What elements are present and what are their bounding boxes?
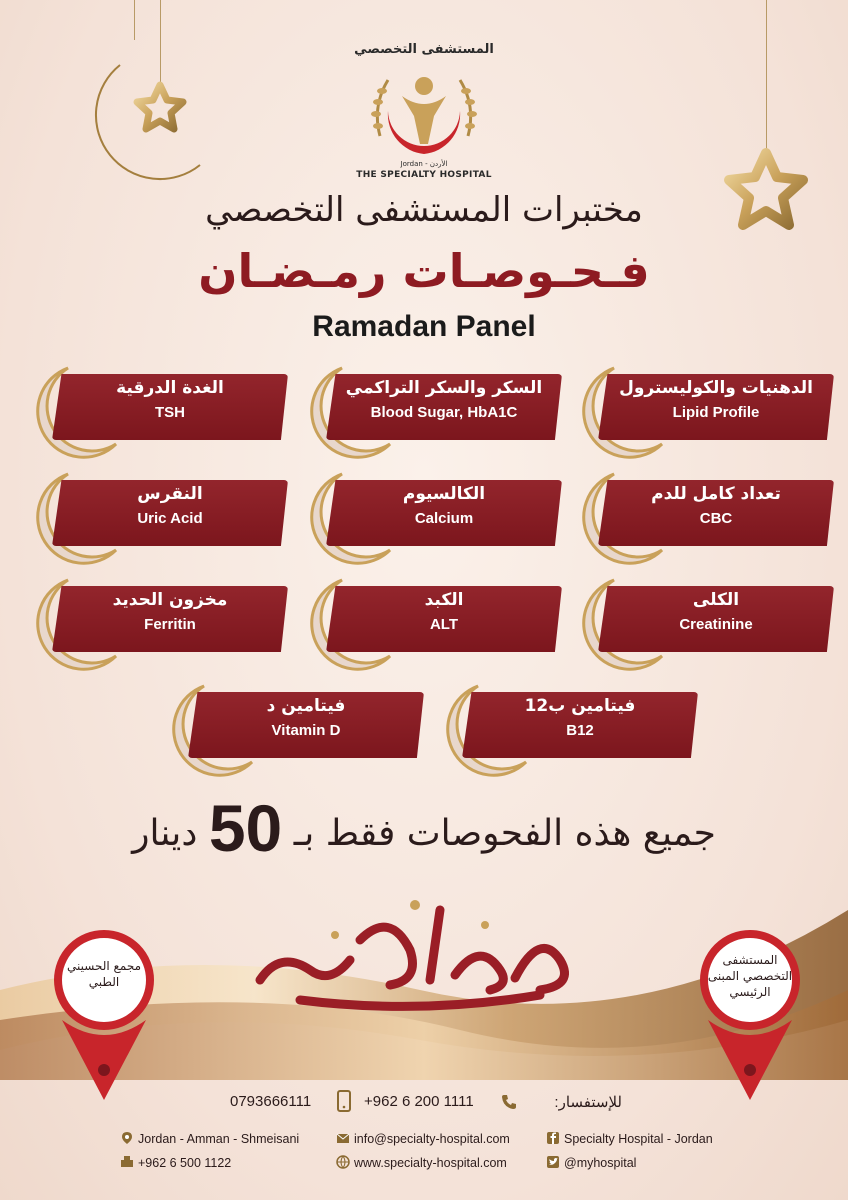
fax-icon <box>120 1155 134 1169</box>
test-name-arabic: الكلى <box>692 590 740 610</box>
test-name-english: Ferritin <box>144 616 196 633</box>
location-pin-main-building[interactable] <box>696 930 806 1130</box>
test-card <box>22 574 292 674</box>
email-icon <box>336 1131 350 1145</box>
test-name-arabic: الدهنيات والكوليسترول <box>619 378 813 398</box>
test-name-arabic: الغدة الدرقية <box>116 378 224 398</box>
website-text: www.specialty-hospital.com <box>354 1156 507 1170</box>
test-name-arabic: فيتامين ب12 <box>524 696 636 716</box>
test-card <box>296 468 566 568</box>
mobile-number[interactable]: 0793666111 <box>230 1093 312 1110</box>
email-row[interactable] <box>336 1131 510 1146</box>
test-card <box>22 468 292 568</box>
map-pin-icon <box>54 990 154 1102</box>
test-card <box>568 468 838 568</box>
website-row[interactable] <box>336 1155 507 1170</box>
test-name-arabic: الكالسيوم <box>402 484 486 504</box>
test-card <box>568 362 838 462</box>
test-name-english: Calcium <box>414 510 474 527</box>
ramadan-panel-title: Ramadan Panel <box>312 310 536 343</box>
test-name-english: Blood Sugar, HbA1C <box>370 404 518 421</box>
address-row <box>120 1131 299 1146</box>
test-name-english: Creatinine <box>679 616 753 633</box>
price-prefix: جميع هذه الفحوصات فقط بـ <box>293 813 716 854</box>
test-card <box>158 680 428 780</box>
twitter-text: @myhospital <box>564 1156 637 1170</box>
location-label: مجمع الحسيني الطبي <box>67 959 141 989</box>
ramadan-kareem-calligraphy <box>240 890 600 1020</box>
test-card <box>296 574 566 674</box>
test-name-arabic: السكر والسكر التراكمي <box>345 378 543 398</box>
price-currency: دينار <box>132 813 198 854</box>
mobile-phone-icon <box>337 1090 351 1112</box>
test-name-arabic: فيتامين د <box>266 696 346 716</box>
facebook-row[interactable] <box>546 1131 713 1146</box>
hospital-emblem-icon <box>362 56 486 172</box>
test-card <box>568 574 838 674</box>
twitter-icon <box>546 1155 560 1169</box>
phone-icon <box>500 1093 518 1111</box>
test-name-english: Lipid Profile <box>672 404 760 421</box>
map-pin-icon <box>700 990 800 1102</box>
facebook-icon <box>546 1131 560 1145</box>
ramadan-tests-title: فـحـوصـات رمـضـان <box>198 244 650 298</box>
test-name-arabic: الكبد <box>424 590 464 610</box>
test-name-arabic: تعداد كامل للدم <box>651 484 781 504</box>
crescent-moon-ornament-icon <box>50 40 210 210</box>
test-card <box>22 362 292 462</box>
test-name-arabic: النقرس <box>137 484 203 504</box>
fax-row <box>120 1155 231 1170</box>
test-name-english: CBC <box>699 510 733 527</box>
inquiry-label: للإستفسار: <box>554 1094 622 1111</box>
price-statement <box>0 790 848 866</box>
globe-icon <box>336 1155 350 1169</box>
address-text: Jordan - Amman - Shmeisani <box>138 1132 300 1146</box>
location-pin-husseini[interactable] <box>50 930 160 1130</box>
facebook-text: Specialty Hospital - Jordan <box>564 1132 713 1146</box>
test-card <box>296 362 566 462</box>
test-name-english: ALT <box>429 616 459 633</box>
logo-english-name: THE SPECIALTY HOSPITAL <box>356 170 492 180</box>
email-text: info@specialty-hospital.com <box>354 1132 510 1146</box>
phone-number[interactable]: +962 6 200 1111 <box>364 1093 474 1110</box>
fax-text: +962 6 500 1122 <box>138 1156 232 1170</box>
logo-arabic-name: المستشفى التخصصي <box>354 42 494 57</box>
location-icon <box>120 1131 134 1145</box>
location-label: المستشفى التخصصي المبنى الرئيسي <box>707 953 793 999</box>
test-name-arabic: مخزون الحديد <box>112 590 228 610</box>
twitter-row[interactable] <box>546 1155 636 1170</box>
test-name-english: Vitamin D <box>271 722 341 739</box>
logo-country: Jordan - الأردن <box>400 160 448 168</box>
test-name-english: Uric Acid <box>137 510 203 527</box>
test-card <box>432 680 702 780</box>
labs-title: مختبرات المستشفى التخصصي <box>205 190 643 230</box>
test-name-english: TSH <box>155 404 185 421</box>
hanging-string <box>134 0 135 40</box>
price-amount: 50 <box>208 791 283 865</box>
test-name-english: B12 <box>566 722 594 739</box>
hospital-logo <box>344 42 504 192</box>
hanging-string <box>766 0 767 150</box>
